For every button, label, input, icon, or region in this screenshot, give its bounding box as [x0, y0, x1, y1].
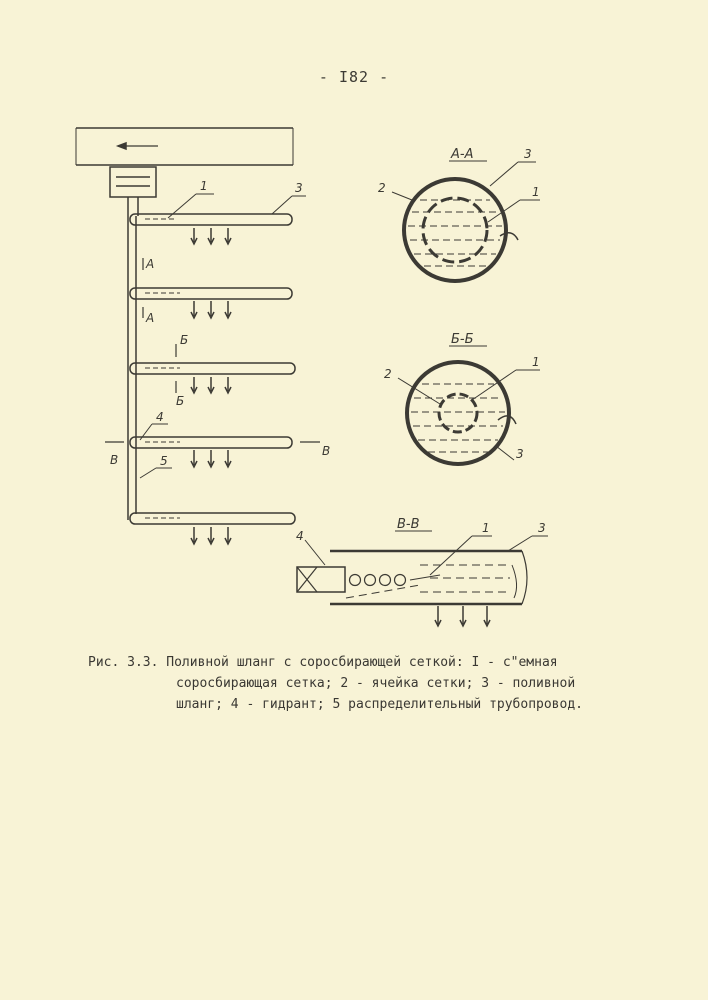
cut-mark-b: [176, 333, 188, 408]
svg-text:1: 1: [200, 179, 208, 193]
hose-2: [130, 288, 292, 318]
svg-text:В: В: [322, 444, 331, 458]
svg-text:А: А: [146, 311, 155, 325]
svg-text:1: 1: [532, 355, 540, 369]
section-vv: [296, 517, 548, 626]
main-channel: [76, 128, 293, 165]
svg-text:4: 4: [296, 529, 304, 543]
svg-text:1: 1: [532, 185, 540, 199]
caption-line-1: Рис. 3.3. Поливной шланг с соросбирающей сеткой: I - с"емная: [88, 655, 558, 670]
svg-text:В: В: [110, 453, 119, 467]
svg-text:В-В: В-В: [397, 517, 420, 532]
hose-1: [130, 214, 292, 244]
caption-line-2: соросбирающая сетка; 2 - ячейка сетки; 3 - поливной: [176, 676, 576, 691]
svg-text:Б-Б: Б-Б: [451, 332, 474, 347]
distribution-pipe: [128, 216, 136, 520]
svg-text:2: 2: [384, 367, 392, 381]
svg-text:1: 1: [482, 521, 490, 535]
cut-mark-a: [143, 257, 154, 325]
svg-text:4: 4: [156, 410, 164, 424]
hose-3: [130, 363, 295, 393]
section-bb: [384, 332, 540, 464]
svg-text:3: 3: [538, 521, 546, 535]
svg-text:Б: Б: [180, 333, 189, 347]
figure-caption: [88, 652, 648, 715]
hose-5: [130, 513, 295, 544]
left-callouts: [140, 179, 306, 478]
section-aa: [378, 147, 540, 281]
page-number: - I82 -: [318, 68, 390, 86]
svg-text:3: 3: [524, 147, 532, 161]
svg-text:А-А: А-А: [451, 147, 474, 162]
svg-text:3: 3: [516, 447, 524, 461]
svg-text:3: 3: [295, 181, 303, 195]
caption-line-3: шланг; 4 - гидрант; 5 распределительный трубопровод.: [176, 697, 583, 712]
cut-mark-v: [105, 442, 330, 467]
hydrant-box: [110, 167, 156, 216]
svg-text:5: 5: [160, 454, 168, 468]
hose-4: [130, 437, 292, 467]
svg-text:2: 2: [378, 181, 386, 195]
svg-text:Б: Б: [176, 394, 185, 408]
svg-text:А: А: [146, 257, 155, 271]
